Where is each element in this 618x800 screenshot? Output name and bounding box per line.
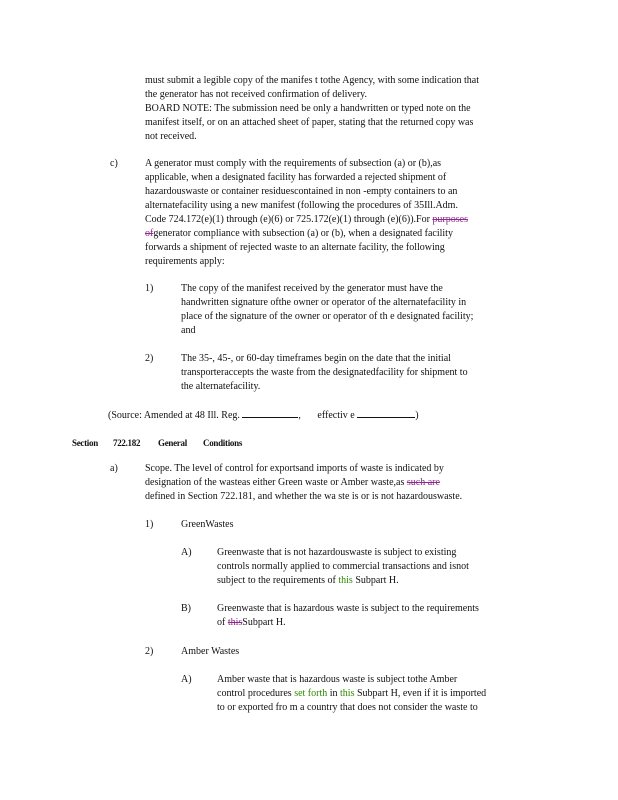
text-line: The 35-, 45-, or 60-day timeframes begin on the date that the initial: [181, 353, 451, 364]
text-line: defined in Section 722.181, and whether the wa ste is or is not hazardouswaste.: [145, 491, 463, 502]
inserted-text: this: [338, 575, 353, 586]
intro-paragraph: [145, 74, 539, 144]
text-run: Code 724.172(e)(1) through (e)(6) or 725.172(e)(1) through (e)(6)).For: [145, 214, 430, 225]
text-run: Subpart H, even if it is imported: [356, 688, 487, 699]
item-2-marker: 2): [145, 353, 154, 364]
source-suffix: ): [415, 410, 419, 421]
para-c-marker: c): [110, 158, 118, 169]
text-run: Subpart H.: [355, 575, 399, 586]
source-effective: effectiv e: [317, 410, 355, 421]
text-run: in: [329, 688, 338, 699]
amber-A-text: [217, 673, 532, 715]
deleted-text: such are: [406, 477, 440, 488]
source-prefix: (Source: Amended at 48 Ill. Reg.: [108, 410, 240, 421]
para-a-marker: a): [110, 463, 118, 474]
text-line: requirements apply:: [145, 256, 225, 267]
text-line: the alternatefacility.: [181, 381, 261, 392]
text-run: of: [217, 617, 226, 628]
amber-wastes-title: Amber Wastes: [181, 646, 240, 657]
para-c: [145, 157, 535, 269]
green-B-text: [217, 602, 522, 630]
para-a: [145, 462, 525, 504]
text-line: Greenwaste that is not hazardouswaste is subject to existing: [217, 547, 457, 558]
text-line: must submit a legible copy of the manifes t tothe Agency, with some indication that: [145, 75, 480, 86]
item-1-marker: 1): [145, 283, 154, 294]
text-run: control procedures: [217, 688, 292, 699]
green-wastes-title: GreenWastes: [181, 519, 234, 530]
inserted-text: set forth: [294, 688, 328, 699]
text-run: generator compliance with subsection (a) or (b), when a designated facility: [153, 228, 453, 239]
text-line: handwritten signature ofthe owner or operator of the alternatefacility in: [181, 297, 467, 308]
deleted-text: of: [145, 228, 154, 239]
text-line: applicable, when a designated facility has forwarded a rejected shipment of: [145, 172, 447, 183]
text-line: place of the signature of the owner or operator of th e designated facility;: [181, 311, 474, 322]
text-line: alternatefacility using a new manifest (following the procedures of 35Ill.Adm.: [145, 200, 458, 211]
text-line: Scope. The level of control for exportsand imports of waste is indicated by: [145, 463, 444, 474]
section-number: 722.182: [113, 438, 141, 448]
section-title-word: General: [158, 438, 187, 448]
effective-date-blank: [357, 408, 415, 418]
board-note-line: BOARD NOTE: The submission need be only a handwritten or typed note on the: [145, 103, 471, 114]
deleted-text: this: [227, 617, 243, 628]
register-page-blank: [242, 408, 298, 418]
green-B-marker: B): [181, 603, 191, 614]
para-c-item-2: [181, 352, 526, 394]
green-wastes-marker: 1): [145, 519, 154, 530]
source-comma: ,: [298, 410, 301, 421]
inserted-text: this: [340, 688, 355, 699]
text-line: Amber waste that is hazardous waste is subject tothe Amber: [217, 674, 458, 685]
text-line: [145, 213, 535, 227]
amber-A-marker: A): [181, 674, 192, 685]
text-line: [217, 616, 522, 630]
text-line: controls normally applied to commercial transactions and isnot: [217, 561, 469, 572]
green-A-text: [217, 546, 522, 588]
text-line: and: [181, 325, 196, 336]
para-c-item-1: [181, 282, 526, 338]
board-note-line: manifest itself, or on an attached sheet of paper, stating that the returned copy was: [145, 117, 474, 128]
green-A-marker: A): [181, 547, 192, 558]
text-line: A generator must comply with the requirements of subsection (a) or (b),as: [145, 158, 442, 169]
text-line: The copy of the manifest received by the generator must have the: [181, 283, 443, 294]
section-title-word: Conditions: [203, 438, 243, 448]
text-line: [145, 476, 525, 490]
text-run: subject to the requirements of: [217, 575, 336, 586]
text-line: [145, 227, 535, 241]
text-run: Subpart H.: [242, 617, 286, 628]
amber-wastes-marker: 2): [145, 646, 154, 657]
section-label: Section: [72, 438, 98, 448]
text-run: designation of the wasteas either Green waste or Amber waste,as: [145, 477, 405, 488]
text-line: hazardouswaste or container residuescontained in non -empty containers to an: [145, 186, 458, 197]
text-line: Greenwaste that is hazardous waste is subject to the requirements: [217, 603, 479, 614]
text-line: to or exported fro m a country that does not consider the waste to: [217, 702, 478, 713]
text-line: the generator has not received confirmation of delivery.: [145, 89, 368, 100]
text-line: [217, 574, 522, 588]
deleted-text: purposes: [432, 214, 468, 225]
text-line: [217, 687, 532, 701]
text-line: forwards a shipment of rejected waste to an alternate facility, the following: [145, 242, 445, 253]
source-note: [108, 408, 419, 423]
board-note-line: not received.: [145, 131, 197, 142]
text-line: transporteraccepts the waste from the designatedfacility for shipment to: [181, 367, 468, 378]
